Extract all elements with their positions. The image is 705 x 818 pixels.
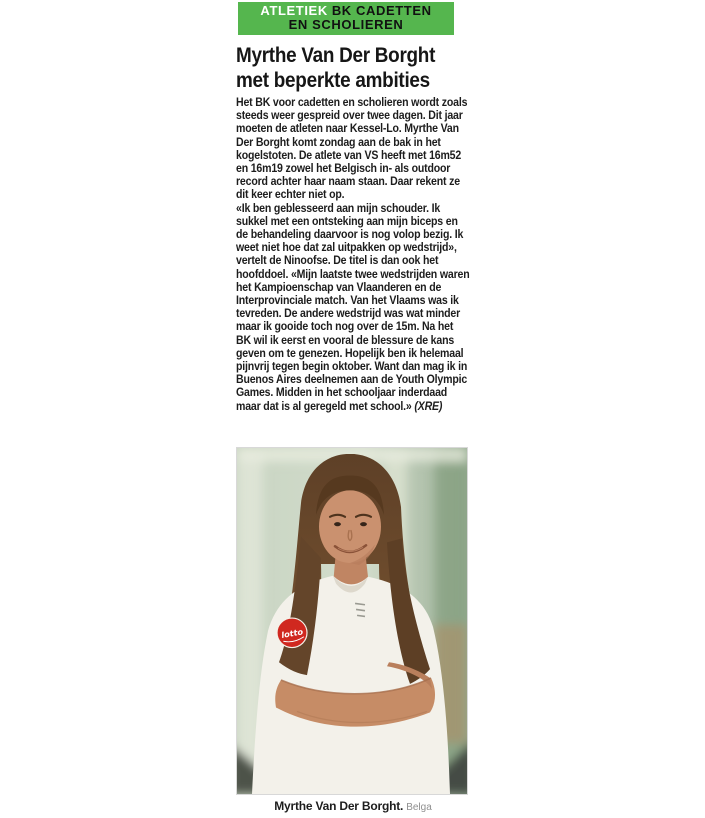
svg-text:lotto: lotto <box>280 626 304 641</box>
article-photo <box>236 447 468 795</box>
article-column <box>236 2 470 413</box>
article-paragraph-2 <box>236 202 470 413</box>
kicker-event-line2: EN SCHOLIEREN <box>288 17 404 32</box>
caption-agency: Belga <box>406 802 432 813</box>
headline-line1: Myrthe Van Der Borght <box>236 44 436 67</box>
kicker-event-line1: BK CADETTEN <box>331 3 432 18</box>
photo-person-illustration <box>237 448 467 794</box>
article-body <box>236 96 470 413</box>
article-author-credit: (XRE) <box>414 398 443 413</box>
paragraph-2-text: «Ik ben geblesseerd aan mijn schouder. Ik sukkel met een ontsteking aan mijn biceps en de behandeling daarvoor is nog volop bezig. Ik weet niet hoe dat zal uitpakken op wedstrijd», vertelt de Ninoofse. De titel is dan ook het hoofddoel. «Mijn laatste twee wedstrijden waren het Kampioenschap van Vlaanderen en de Interprovinciale match. Van het Vlaams was ik tevreden. De andere wedstrijd was wat minder maar ik gooide toch nog over de 15m. Na het BK wil ik eerst en vooral de blessure de kans geven om te genezen. Hopelijk ben ik helemaal pijnvrij tegen begin oktober. Want dan mag ik in Buenos Aires deelnemen aan de Youth Olympic Games. Midden in het schooljaar inderdaad maar dat is al geregeld met school.» <box>236 200 470 413</box>
jersey-logo-lotto-icon <box>277 618 307 647</box>
kicker-banner <box>238 2 454 35</box>
caption-name: Myrthe Van Der Borght. <box>274 799 404 813</box>
kicker-sport-label: ATLETIEK <box>260 3 328 18</box>
headline-line2: met beperkte ambities <box>236 69 430 92</box>
photo-caption <box>186 799 520 815</box>
article-paragraph-1: Het BK voor cadetten en scholieren wordt zoals steeds weer gespreid over twee dagen. Dit jaar moeten de atleten naar Kessel-Lo. Myrthe Van Der Borght komt zondag aan de bak in het kogelstoten. De atlete van VS heeft met 16m52 en 16m19 zowel het Belgisch in- als outdoor record achter haar naam staan. Daar rekent ze dit keer echter niet op. <box>236 95 468 202</box>
article-headline <box>236 43 470 93</box>
